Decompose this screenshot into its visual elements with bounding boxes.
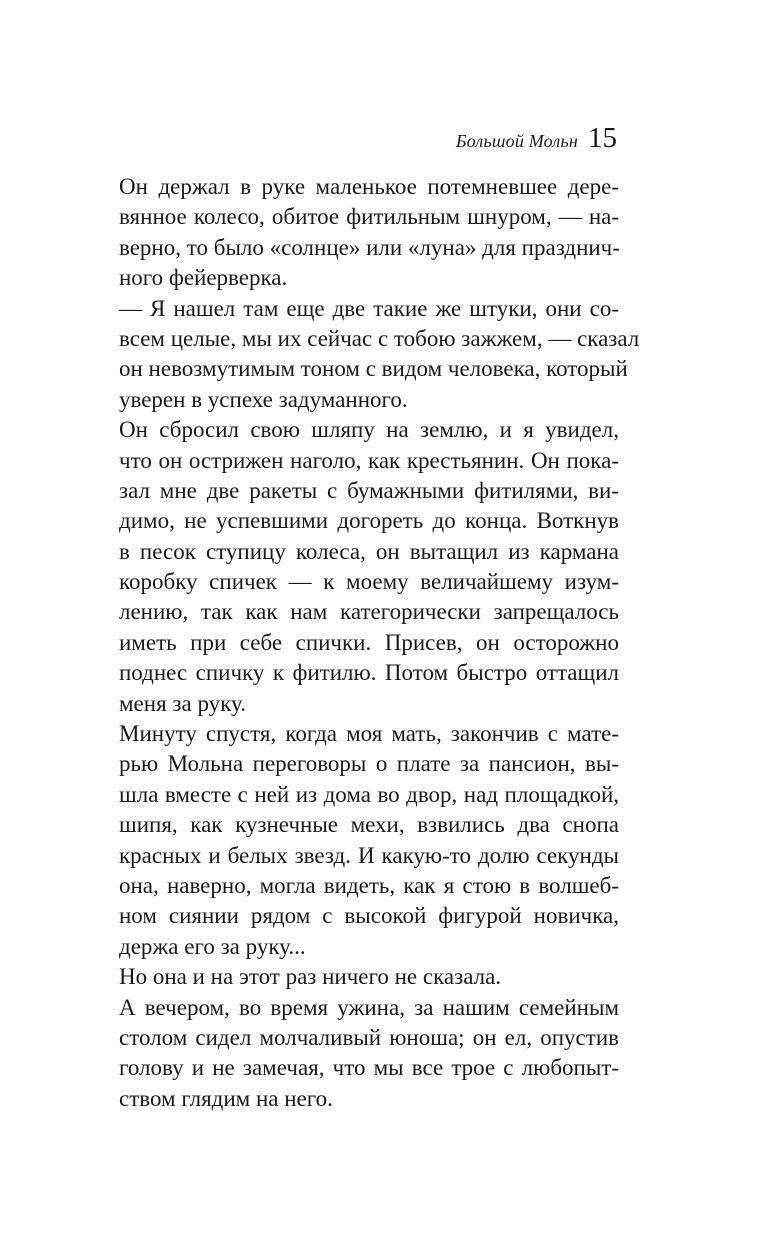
text-line: держа его за руку... <box>119 933 306 959</box>
text-line: Он сбросил свою шляпу на землю, и я увидел, <box>119 417 619 443</box>
text-line: уверен в успехе задуманного. <box>119 386 408 412</box>
text-line: ном сиянии рядом с высокой фигурой новичка, <box>119 903 619 929</box>
running-title: Большой Мольн <box>455 131 578 151</box>
text-line: верно, то было «солнце» или «луна» для празднич- <box>119 234 620 260</box>
text-line: что он острижен наголо, как крестьянин. Он пока- <box>119 447 619 473</box>
text-line: она, наверно, могла видеть, как я стою в волшеб- <box>119 872 619 898</box>
text-line: А вечером, во время ужина, за нашим семейным <box>119 994 619 1020</box>
text-line: столом сидел молчаливый юноша; он ел, опустив <box>119 1024 619 1050</box>
text-line: — Я нашел там еще две такие же штуки, они со- <box>119 295 619 321</box>
running-head <box>456 124 617 153</box>
text-line: всем целые, мы их сейчас с тобою зажжем, — сказал <box>119 325 640 351</box>
text-line: шла вместе с ней из дома во двор, над площадкой, <box>119 781 619 807</box>
text-line: Минуту спустя, когда моя мать, закончив с мате- <box>119 721 619 747</box>
text-line: лению, так как нам категорически запрещалось <box>119 599 619 625</box>
text-line: шипя, как кузнечные мехи, взвились два снопа <box>119 812 619 838</box>
text-line: красных и белых звезд. И какую-то долю секунды <box>119 842 619 868</box>
text-line: ством глядим на него. <box>119 1085 333 1111</box>
text-line: вянное колесо, обитое фитильным шнуром, — на- <box>119 204 619 230</box>
text-line: в песок ступицу колеса, он вытащил из кармана <box>119 538 619 564</box>
text-line: голову и не замечая, что мы все трое с любопыт- <box>119 1055 619 1081</box>
text-line: Но она и на этот раз ничего не сказала. <box>119 964 502 990</box>
body-text <box>119 172 640 1114</box>
text-line: зал мне две ракеты с бумажными фитилями, ви- <box>119 477 619 503</box>
text-line: меня за руку. <box>119 690 246 716</box>
text-line: рью Мольна переговоры о плате за пансион, вы- <box>119 751 619 777</box>
page-number: 15 <box>588 122 617 154</box>
text-line: поднес спичку к фитилю. Потом быстро оттащил <box>119 660 619 686</box>
text-line: Он держал в руке маленькое потемневшее дере- <box>119 174 619 199</box>
text-line: ного фейерверка. <box>119 265 288 291</box>
text-line: димо, не успевшими догореть до конца. Воткнув <box>119 508 619 534</box>
text-line: иметь при себе спички. Присев, он осторожно <box>119 629 619 655</box>
text-line: он невозмутимым тоном с видом человека, который <box>119 356 628 382</box>
text-line: коробку спичек — к моему величайшему изум- <box>119 569 619 595</box>
